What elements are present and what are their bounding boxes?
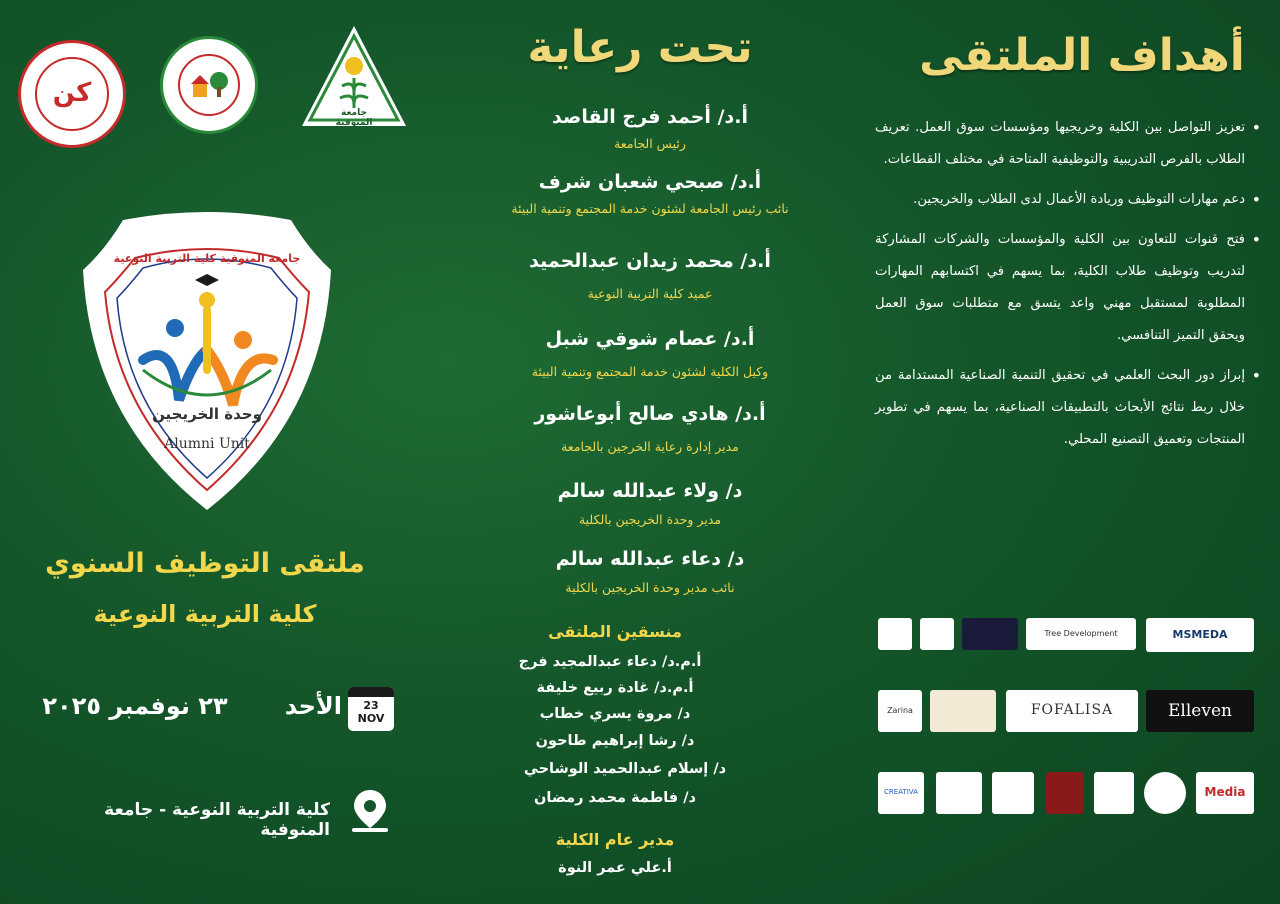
general-manager-title: مدير عام الكلية <box>555 830 675 849</box>
fofalisa-logo <box>1006 690 1138 732</box>
calendar-icon <box>348 687 394 731</box>
sponsor-logo <box>878 618 912 650</box>
msmeda-logo-text: MSMEDA <box>1172 627 1228 641</box>
patron-role: رئيس الجامعة <box>614 136 686 151</box>
patron-role: نائب رئيس الجامعة لشئون خدمة المجتمع وتنمية البيئة <box>511 201 789 216</box>
sponsor-logo <box>920 618 954 650</box>
coordinator-name: أ.م.د/ غادة ربيع خليفة <box>536 680 694 696</box>
patron-name: د/ ولاء عبدالله سالم <box>557 480 743 502</box>
creativa-logo <box>878 772 924 814</box>
svg-text:كن: كن <box>52 78 92 108</box>
goal-item: • دعم مهارات التوظيف وريادة الأعمال لدى الطلاب والخريجين. <box>875 184 1245 216</box>
faculty-seal-logo <box>18 40 126 148</box>
patron-entry <box>450 328 850 379</box>
general-manager-name: أ.علي عمر النوة <box>558 860 672 876</box>
tree-development-logo <box>1026 618 1136 650</box>
calendar-day: 23 <box>363 699 379 712</box>
goal-item: • إبراز دور البحث العلمي في تحقيق التنمية الصناعية المستدامة من خلال ربط نتائج الأبحاث بالتطبيقات الصناعية، بما يسهم في تطوير المنتجات وتعميق التصنيع المحلي. <box>875 360 1245 456</box>
sponsor-logo <box>930 690 996 732</box>
zarina-logo-text: Zarina <box>887 705 913 715</box>
calendar-month: NOV <box>357 712 385 725</box>
community-service-logo <box>160 36 258 134</box>
patron-entry <box>450 250 850 301</box>
patron-role: مدير إدارة رعاية الخرجين بالجامعة <box>561 439 739 454</box>
msmeda-logo <box>1146 618 1254 652</box>
patron-name: أ.د/ محمد زيدان عبدالحميد <box>529 250 771 272</box>
patron-entry <box>450 480 850 527</box>
zarina-logo <box>878 690 922 732</box>
sponsor-logo <box>1094 772 1134 814</box>
elleven-logo-text: Elleven <box>1168 700 1232 721</box>
patron-entry <box>450 171 850 216</box>
location-pin-icon <box>350 788 390 834</box>
patronage-title: تحت رعاية <box>527 22 753 73</box>
patron-role: نائب مدير وحدة الخريجين بالكلية <box>565 580 735 595</box>
media-logo-text: Media <box>1204 785 1246 800</box>
sponsor-logo <box>1144 772 1186 814</box>
patron-role: عميد كلية التربية النوعية <box>587 286 713 301</box>
goal-item: • تعزيز التواصل بين الكلية وخريجيها ومؤسسات سوق العمل. تعريف الطلاب بالفرص التدريبية والتوظيفية المتاحة في مختلف القطاعات. <box>875 112 1245 176</box>
patron-name: د/ دعاء عبدالله سالم <box>555 548 745 570</box>
sponsor-logo <box>992 772 1034 814</box>
goal-item: • فتح قنوات للتعاون بين الكلية والمؤسسات والشركات المشاركة لتدريب وتوظيف طلاب الكلية، بما يسهم في اكتسابهم المهارات المطلوبة لمستقبل مهني واعد يتسق مع متطلبات سوق العمل ويحقق التميز التنافسي. <box>875 224 1245 352</box>
event-date: ٢٣ نوفمبر ٢٠٢٥ <box>42 692 228 720</box>
coordinator-name: د/ رشا إبراهيم طاحون <box>535 733 695 749</box>
coordinator-name: د/ إسلام عبدالحميد الوشاحي <box>523 761 727 777</box>
patron-role: مدير وحدة الخريجين بالكلية <box>578 512 722 527</box>
sponsor-logo <box>962 618 1018 650</box>
location-text: كلية التربية النوعية - جامعة المنوفية <box>104 800 330 840</box>
university-logo-text: جامعة المنوفية <box>335 108 373 128</box>
creativa-logo-text: CREATIVA <box>884 788 918 797</box>
coordinator-name: أ.م.د/ دعاء عبدالمجيد فرج <box>518 654 702 670</box>
sponsor-logo <box>936 772 982 814</box>
patron-name: أ.د/ أحمد فرج القاصد <box>552 106 748 128</box>
goals-list <box>875 112 1263 464</box>
coordinators-title: منسقين الملتقى <box>548 622 682 641</box>
shield-arc-text: جامعة المنوفية كلية التربية النوعية <box>113 252 301 265</box>
patron-role: وكيل الكلية لشئون خدمة المجتمع وتنمية البيئة <box>531 364 769 379</box>
fofalisa-logo-text: FOFALISA <box>1030 702 1114 719</box>
university-logo <box>298 22 410 130</box>
shield-unit-ar: وحدة الخريجين <box>152 405 262 423</box>
patron-name: أ.د/ صبحي شعبان شرف <box>538 171 762 193</box>
elleven-logo <box>1146 690 1254 732</box>
event-title: ملتقى التوظيف السنوي <box>45 548 365 579</box>
patron-name: أ.د/ هادي صالح أبوعاشور <box>534 403 766 425</box>
shield-unit-en: Alumni Unit <box>164 436 250 452</box>
patron-entry <box>450 548 850 595</box>
patron-entry <box>450 106 850 151</box>
media-logo <box>1196 772 1254 814</box>
alumni-unit-shield <box>83 210 331 512</box>
event-day: الأحد <box>284 692 342 720</box>
patron-name: أ.د/ عصام شوقي شبل <box>545 328 755 350</box>
sponsor-logo <box>1046 772 1084 814</box>
coordinator-name: د/ مروة يسري خطاب <box>539 706 691 722</box>
tree-development-logo-text: Tree Development <box>1044 628 1118 638</box>
event-faculty: كلية التربية النوعية <box>93 600 317 628</box>
coordinator-name: د/ فاطمة محمد رمضان <box>534 790 696 806</box>
goals-title: أهداف الملتقى <box>919 30 1245 81</box>
patron-entry <box>450 403 850 454</box>
